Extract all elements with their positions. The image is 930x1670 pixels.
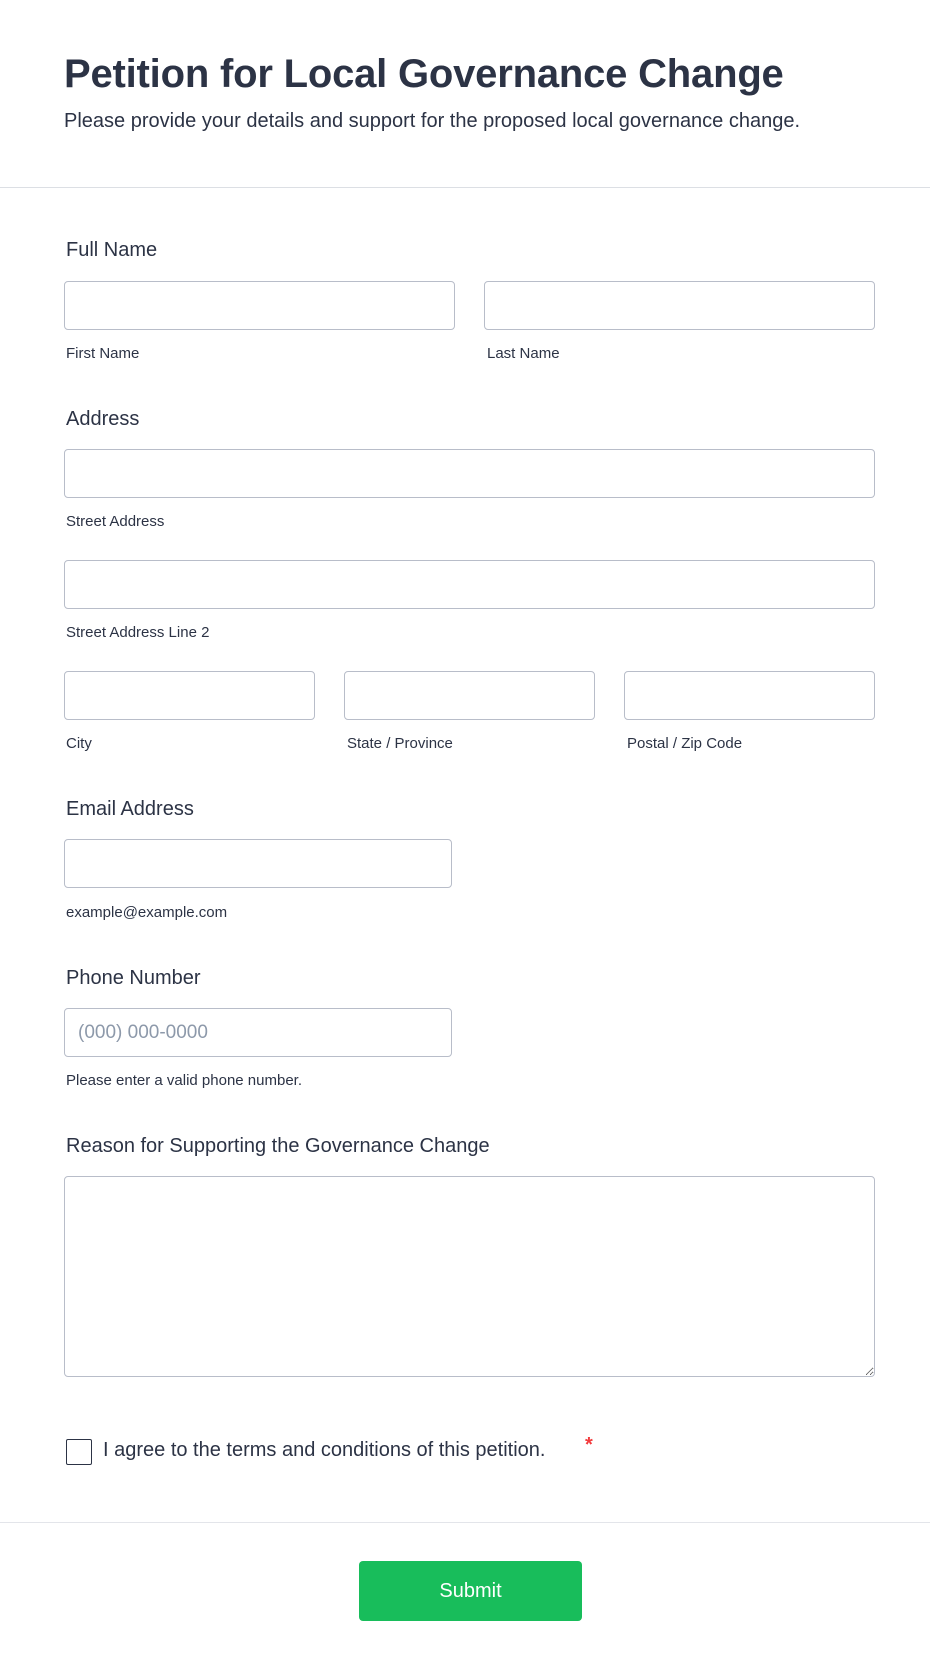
address-label: Address — [66, 408, 140, 430]
street-address-line2-input[interactable] — [64, 560, 875, 609]
reason-textarea[interactable] — [64, 1176, 875, 1377]
street-address-input[interactable] — [64, 449, 875, 498]
state-province-input[interactable] — [344, 671, 595, 720]
last-name-sublabel: Last Name — [487, 345, 560, 362]
submit-button[interactable]: Submit — [359, 1561, 582, 1621]
reason-label: Reason for Supporting the Governance Change — [66, 1135, 490, 1157]
terms-checkbox[interactable] — [66, 1439, 92, 1465]
phone-input[interactable] — [64, 1008, 452, 1057]
email-label: Email Address — [66, 798, 194, 820]
page-subtitle: Please provide your details and support for the proposed local governance change. — [64, 110, 801, 132]
postal-code-input[interactable] — [624, 671, 875, 720]
terms-label[interactable]: I agree to the terms and conditions of this petition. — [103, 1439, 546, 1461]
street-address-sublabel: Street Address — [66, 513, 165, 530]
email-sublabel: example@example.com — [66, 904, 228, 921]
city-sublabel: City — [66, 735, 92, 752]
phone-sublabel: Please enter a valid phone number. — [66, 1072, 302, 1089]
first-name-input[interactable] — [64, 281, 455, 330]
page-title: Petition for Local Governance Change — [64, 52, 784, 96]
required-marker: * — [585, 1434, 593, 1456]
phone-label: Phone Number — [66, 967, 201, 989]
state-province-sublabel: State / Province — [347, 735, 453, 752]
last-name-input[interactable] — [484, 281, 875, 330]
city-input[interactable] — [64, 671, 315, 720]
form-header — [0, 0, 930, 188]
email-input[interactable] — [64, 839, 452, 888]
full-name-label: Full Name — [66, 239, 158, 261]
postal-code-sublabel: Postal / Zip Code — [627, 735, 743, 752]
footer-divider — [0, 1522, 930, 1523]
first-name-sublabel: First Name — [66, 345, 140, 362]
street-address-line2-sublabel: Street Address Line 2 — [66, 624, 210, 641]
